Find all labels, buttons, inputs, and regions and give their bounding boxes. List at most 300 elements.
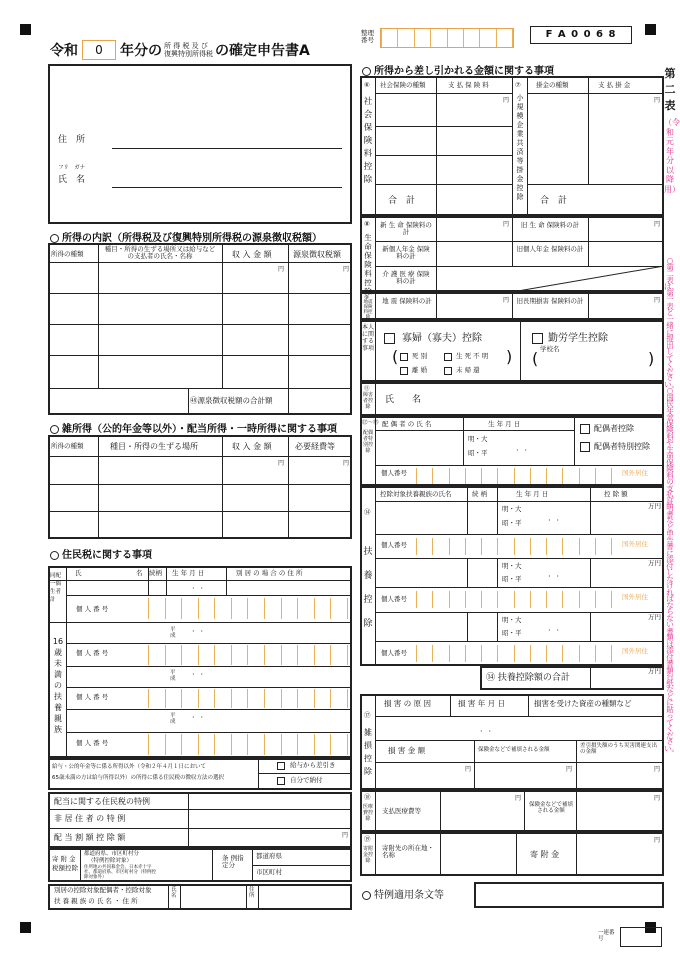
form-rule <box>482 538 498 555</box>
deductions-quake-circle: ⑨ <box>364 295 369 301</box>
form-rule <box>482 591 498 608</box>
resident-tax-heisei: 平成 <box>170 670 176 683</box>
form-rule <box>415 29 431 47</box>
form-rule <box>436 77 437 215</box>
form-rule <box>315 734 332 755</box>
deductions-zatsu-headers-0: 損 害 の 原 因 <box>384 699 432 708</box>
deductions-spouse-circle: ⑫〜⑬ <box>362 420 379 426</box>
form-rule <box>590 667 591 689</box>
form-rule <box>576 833 577 875</box>
dep3-mynumber[interactable] <box>416 645 612 662</box>
deductions-quake-item: 地 震 保険料の計 <box>382 297 432 305</box>
income-detail-yen: 円 <box>278 266 285 273</box>
registration-mark-bl <box>20 922 31 933</box>
resident-tax-heisei: 平成 <box>170 627 176 640</box>
form-rule <box>232 689 249 708</box>
form-rule: ·· <box>192 713 210 722</box>
deductions-fuyo-circle: ⑭ <box>364 508 371 516</box>
w1-checkbox[interactable] <box>400 353 408 361</box>
deductions-life-items-1: 新個人年金 保険料の計 <box>382 245 430 261</box>
form-rule <box>49 809 351 810</box>
deductions-showa: 昭・平 <box>502 519 522 527</box>
form-rule <box>362 891 371 900</box>
form-rule <box>258 773 351 774</box>
deductions-fuyo-headers-2: 生 年 月 日 <box>516 490 549 498</box>
resident-tax-headers-3: 生 年 月 日 <box>172 569 205 577</box>
resident-tax-mynumber: 個 人 番 号 <box>76 739 109 747</box>
inc-h2: 種目・所得の生ずる場所又は給与などの支払者の氏名・名称 <box>104 245 216 261</box>
deductions-zatsu-headers-2: 損害を受けた資産の種類など <box>534 699 632 708</box>
form-rule <box>288 436 289 538</box>
form-rule <box>547 538 563 555</box>
deductions-quake-label: 地震保険料控除 <box>363 300 373 320</box>
spouse-deduction-checkbox[interactable] <box>580 424 590 434</box>
address-line <box>112 148 342 149</box>
deductions-meiji: 明・大 <box>502 616 522 624</box>
form-rule <box>212 849 213 881</box>
form-rule: 円 <box>566 766 573 773</box>
form-rule <box>376 184 512 185</box>
form-rule <box>527 77 528 215</box>
form-rule <box>265 645 282 665</box>
form-rule <box>376 465 663 466</box>
title-mid: 年分の <box>120 43 162 59</box>
furigana-label: フリ ガナ <box>58 165 86 171</box>
form-rule <box>463 417 464 465</box>
form-rule <box>188 388 189 414</box>
form-rule <box>248 645 265 665</box>
form-rule <box>331 734 348 755</box>
form-rule: 円 <box>654 766 661 773</box>
form-rule <box>376 430 574 431</box>
form-rule <box>199 645 216 665</box>
deductions-meiji: 明・大 <box>468 435 488 443</box>
form-rule <box>98 244 99 388</box>
form-rule <box>182 689 199 708</box>
deductions-spouse-headers-1: 生 年 月 日 <box>488 420 521 428</box>
deductions-meiji: 明・大 <box>502 505 522 513</box>
deductions-small-biz-headers-1: 支 払 掛 金 <box>598 81 631 89</box>
form-rule <box>282 598 299 619</box>
form-rule <box>376 241 663 242</box>
form-rule <box>282 689 299 708</box>
form-rule <box>376 126 512 127</box>
deductions-w1: 死 別 <box>412 352 428 360</box>
form-rule <box>520 321 521 381</box>
deductions-zatsu-label: 雑損控除 <box>364 728 372 776</box>
side-label: 第二表 <box>664 67 676 112</box>
form-rule <box>180 885 181 909</box>
form-rule <box>49 324 351 325</box>
deductions-kifu-amount: 寄 附 金 <box>530 850 560 859</box>
form-rule <box>416 468 433 484</box>
form-rule <box>433 538 449 555</box>
form-rule <box>376 762 663 763</box>
income-detail-table <box>48 243 352 415</box>
form-rule: 円 <box>654 221 661 228</box>
deductions-showa: 昭・平 <box>468 449 488 457</box>
resident-tax-opt1: 給与から差引き <box>290 761 336 769</box>
form-rule <box>232 598 249 619</box>
form-rule <box>199 734 216 755</box>
deductions-mynumber: 個人番号 <box>381 649 407 657</box>
resident-tax-betsu2: 扶 養 親 族 の 氏 名 ・ 住 所 <box>54 897 138 905</box>
form-rule <box>182 645 199 665</box>
deductions-kifu-circle: ⑲ <box>364 835 371 843</box>
form-rule: ·· <box>516 446 534 455</box>
deductions-small-biz-label: 小規模企業共済等掛金控除 <box>516 94 524 201</box>
resident-tax-nonres: 非 居 住 者 の 特 例 <box>54 814 126 823</box>
form-rule <box>375 487 376 665</box>
deductions-title <box>362 62 554 77</box>
w2-checkbox[interactable] <box>444 353 452 361</box>
resident-tax-kid-label: 16歳未満の扶養親族 <box>52 637 64 734</box>
form-rule <box>182 598 199 619</box>
deductions-med-circle: ⑱ <box>364 793 371 801</box>
form-rule <box>590 612 591 641</box>
year-input[interactable]: 0 <box>82 40 116 60</box>
form-rule <box>248 734 265 755</box>
form-rule <box>258 759 259 789</box>
form-rule <box>232 734 249 755</box>
resident-tax-shi: 氏名 <box>171 887 177 900</box>
form-rule <box>190 397 273 405</box>
deductions-bekkyo: 国外居住 <box>622 540 648 548</box>
resident-tax-haitou: 配当に関する住民税の特例 <box>54 797 150 806</box>
deductions-life-items-2: 介 護 医 療 保険料の計 <box>382 270 430 286</box>
form-rule <box>199 598 216 619</box>
form-rule <box>563 468 579 484</box>
form-rule <box>49 456 351 457</box>
form-rule <box>497 29 513 47</box>
inc-h3: 収 入 金 額 <box>232 250 272 259</box>
title-small1: 所 得 税 及 び <box>164 42 208 50</box>
form-rule <box>258 885 259 909</box>
form-rule <box>148 598 166 619</box>
resident-tax-heisei: 平成 <box>170 713 176 726</box>
form-rule <box>497 487 498 534</box>
form-rule <box>498 645 514 662</box>
resident-tax-pref: 都道府県 <box>256 852 282 860</box>
form-rule <box>375 695 376 789</box>
deductions-zatsu-circle: ⑰ <box>364 711 371 719</box>
form-rule <box>80 849 81 881</box>
form-rule <box>50 551 59 560</box>
form-rule: 円 <box>654 795 661 802</box>
form-rule <box>215 734 232 755</box>
form-rule <box>466 591 482 608</box>
form-rule <box>215 689 232 708</box>
form-rule <box>498 591 514 608</box>
deductions-bekkyo: 国外居住 <box>622 647 648 655</box>
form-rule <box>590 558 591 587</box>
form-rule <box>531 538 547 555</box>
form-rule: 円 <box>654 97 661 104</box>
form-rule <box>482 645 498 662</box>
form-rule <box>433 645 449 662</box>
deductions-med-ins: 保険金などで補填される金額 <box>528 802 573 815</box>
form-rule <box>450 591 466 608</box>
tokurei-field[interactable] <box>474 882 664 908</box>
form-rule <box>464 29 480 47</box>
form-rule <box>450 695 451 716</box>
form-rule <box>49 293 351 294</box>
w3-checkbox[interactable] <box>400 367 408 375</box>
misc-income-headers-3: 必要経費等 <box>295 442 335 451</box>
deductions-mynumber: 個人番号 <box>381 469 407 477</box>
resident-tax-haitou-kojo: 配 当 割 額 控 除 額 <box>54 833 126 842</box>
form-rule <box>376 93 512 94</box>
form-rule <box>148 734 166 755</box>
form-rule <box>331 645 348 665</box>
student-checkbox[interactable] <box>532 333 543 344</box>
form-rule <box>49 355 351 356</box>
misc-income-title <box>50 420 337 435</box>
form-rule <box>298 598 315 619</box>
form-rule <box>512 266 664 292</box>
resident-tax-pension-text2: 65歳未満の方は給与所得以外）の所得に係る住民税の徴収方法の選択 <box>52 775 225 781</box>
kid3-mynumber[interactable] <box>148 734 348 755</box>
form-rule: 円 <box>342 832 349 839</box>
resident-tax-ju: 住所 <box>249 887 255 900</box>
deductions-meiji: 明・大 <box>502 562 522 570</box>
footer-ichiren: 一連番号 <box>598 930 615 943</box>
form-rule <box>199 689 216 708</box>
deductions-life-circle: ⑧ <box>364 220 370 228</box>
deductions-school: 学校名 <box>540 345 560 353</box>
form-rule <box>528 695 529 716</box>
form-rule <box>376 716 663 717</box>
form-rule <box>480 29 496 47</box>
resident-tax-spouse-label: 同配一偶生者計 <box>50 573 62 603</box>
deductions-bekkyo: 国外居住 <box>622 469 648 477</box>
resident-tax-headers-2: 続柄 <box>149 569 162 577</box>
deductions-fuyo-headers-1: 続 柄 <box>472 490 488 498</box>
resident-tax-betsu1: 別居の控除対象配偶者・控除対象 <box>54 886 152 894</box>
form-rule <box>288 244 289 414</box>
form-rule <box>376 155 512 156</box>
form-rule <box>49 622 351 623</box>
form-rule <box>375 383 376 415</box>
misc-income-headers-2: 収 入 金 額 <box>232 442 272 451</box>
deductions-manyen: 万円 <box>648 502 661 510</box>
widow-checkbox[interactable] <box>384 333 395 344</box>
resident-tax-title: 住民税に関する事項 <box>62 550 152 561</box>
resident-tax-mynumber: 個 人 番 号 <box>76 693 109 701</box>
form-rule <box>148 689 166 708</box>
deductions-spouse-label: 配偶者特別控除 <box>362 430 373 454</box>
tokurei-label <box>362 890 444 902</box>
form-rule <box>528 184 663 185</box>
form-rule <box>66 732 351 733</box>
form-rule <box>376 641 663 642</box>
form-rule <box>515 468 531 484</box>
kid2-mynumber[interactable] <box>148 689 348 708</box>
form-rule <box>375 217 376 291</box>
form-rule <box>596 538 612 555</box>
form-rule <box>431 29 447 47</box>
form-rule <box>375 321 376 381</box>
form-rule <box>482 468 498 484</box>
title-suffix: の確定申告書A <box>215 43 310 59</box>
form-rule <box>436 217 437 291</box>
name-line <box>112 187 342 188</box>
form-rule <box>315 598 332 619</box>
misc-income-headers-1: 種目・所得の生ずる場所 <box>110 442 198 451</box>
form-rule <box>315 689 332 708</box>
form-rule <box>376 612 663 613</box>
income-detail-total-circle: ㊽ <box>190 396 198 405</box>
form-rule: ·· <box>192 584 210 593</box>
form-rule <box>66 709 351 710</box>
form-rule <box>248 689 265 708</box>
deductions-zatsu-row2-0: 損 害 金 額 <box>388 746 426 755</box>
form-rule <box>49 511 351 512</box>
form-rule <box>433 468 449 484</box>
deductions-social-label: 社会保険料控除 <box>363 97 373 185</box>
form-rule <box>222 244 223 388</box>
form-rule <box>580 538 596 555</box>
income-detail-yen: 円 <box>343 266 350 273</box>
inc-h4: 源泉徴収税額 <box>293 250 341 259</box>
income-detail-total-label: 源泉徴収税額の合計額 <box>197 396 273 405</box>
deductions-kifu-label: 寄附金控除 <box>362 846 373 864</box>
form-rule <box>282 734 299 755</box>
form-rule <box>512 293 513 319</box>
misc-income-headers-0: 所得の種類 <box>51 442 84 450</box>
kid1-mynumber[interactable] <box>148 645 348 665</box>
deductions-manyen: 万円 <box>648 613 661 621</box>
deductions-life-items-old-1: 旧個人年金 保険料の計 <box>516 245 584 253</box>
form-rule <box>164 42 213 58</box>
seiri-label: 整理番号 <box>361 29 374 45</box>
resident-tax-opt2: 自分で納付 <box>290 776 323 784</box>
opt-self-checkbox[interactable] <box>277 777 285 785</box>
form-code: F A 0 0 6 8 <box>545 29 617 40</box>
form-rule <box>66 595 351 596</box>
form-rule <box>466 468 482 484</box>
resident-tax-pension-text1: 給与・公的年金等に係る所得以外（令和２年４月１日において <box>52 764 207 770</box>
deductions-spouse-opt1: 配偶者控除 <box>594 424 634 433</box>
w4-checkbox[interactable] <box>444 367 452 375</box>
deductions-fuyo-headers-3: 控 除 額 <box>604 490 628 498</box>
resident-tax-jorei: 条 例指定分 <box>222 854 244 870</box>
form-rule <box>516 833 517 875</box>
spouse-ded-mynumber[interactable] <box>416 468 612 484</box>
form-rule <box>381 29 398 47</box>
spouse-mynumber[interactable] <box>148 598 348 619</box>
form-rule <box>49 262 351 263</box>
form-rule <box>450 468 466 484</box>
deductions-life-items-old-0: 旧 生 命 保険料の計 <box>520 221 580 229</box>
casualty-box <box>360 694 664 790</box>
form-rule <box>315 645 332 665</box>
form-code-box <box>530 26 632 44</box>
title-small2: 復興特別所得税 <box>164 50 213 58</box>
form-rule <box>66 567 67 757</box>
deductions-med-item: 支払医療費等 <box>382 807 421 815</box>
form-rule <box>512 77 513 215</box>
form-rule <box>596 645 612 662</box>
form-rule <box>375 791 376 831</box>
form-rule <box>416 645 433 662</box>
seiri-number-field[interactable] <box>380 28 514 48</box>
registration-mark-tl <box>20 24 31 35</box>
form-rule <box>248 598 265 619</box>
form-rule <box>166 689 183 708</box>
name-label: 氏 名 <box>58 175 86 185</box>
form-rule <box>580 645 596 662</box>
opt-payroll-checkbox[interactable] <box>277 762 285 770</box>
form-rule <box>563 591 579 608</box>
address-label: 住 所 <box>58 135 86 145</box>
form-rule <box>547 468 563 484</box>
form-rule <box>166 598 183 619</box>
form-rule <box>246 885 247 909</box>
form-rule <box>215 598 232 619</box>
dep1-mynumber[interactable] <box>416 538 612 555</box>
form-rule: 円 <box>503 97 510 104</box>
deductions-zatsu-row2-1: 保険金などで補填される金額 <box>478 747 550 753</box>
deductions-fuyo-headers-0: 控除対象扶養親族の氏名 <box>380 490 452 498</box>
deductions-social-headers-1: 支 払 保 険 料 <box>448 81 489 89</box>
form-rule <box>375 417 376 485</box>
form-rule: ·· <box>480 727 498 736</box>
form-rule: ·· <box>192 627 210 636</box>
side-note: ○第二表は、第一表と一緒に提出してください。○国民年金保険料や生命保険料の支払証明書など申告書に添付しなければならない書類は添付書類台紙などに貼ってください。 <box>664 256 679 753</box>
form-rule <box>524 791 525 831</box>
form-rule <box>331 598 348 619</box>
deductions-small-biz-circle: ⑦ <box>515 81 521 89</box>
form-rule <box>66 643 351 644</box>
deductions-bekkyo: 国外居住 <box>622 593 648 601</box>
spouse-special-checkbox[interactable] <box>580 442 590 452</box>
deductions-honnin-label: 本人に関する事項 <box>362 324 375 352</box>
form-rule <box>215 645 232 665</box>
deductions-life-items-0: 新 生 命 保険料の計 <box>380 221 432 237</box>
deductions-spouse-opt2: 配偶者特別控除 <box>594 442 650 451</box>
form-rule <box>331 689 348 708</box>
deductions-zatsu-headers-1: 損 害 年 月 日 <box>458 699 506 708</box>
form-rule <box>375 77 376 215</box>
ichiren-field[interactable] <box>620 927 662 947</box>
form-rule <box>436 293 437 319</box>
form-rule: ·· <box>548 516 566 525</box>
form-rule <box>188 793 189 847</box>
form-rule <box>474 740 475 789</box>
form-rule <box>467 487 468 534</box>
deductions-total: 合 計 <box>540 196 568 206</box>
form-rule <box>98 436 99 538</box>
resident-tax-city: 市区町村 <box>256 868 282 876</box>
title-prefix: 令和 <box>50 43 78 59</box>
form-rule <box>166 567 167 595</box>
deductions-w2: 生 死 不 明 <box>456 352 489 360</box>
form-rule <box>49 580 351 581</box>
form-rule <box>49 484 351 485</box>
resident-tax-headers-4: 別 居 の 場 合 の 住 所 <box>236 569 303 577</box>
form-rule <box>168 885 169 909</box>
form-rule <box>226 567 227 595</box>
form-rule: 円 <box>654 837 661 844</box>
form-rule <box>376 740 663 741</box>
form-rule <box>590 487 591 534</box>
form-rule <box>50 234 59 243</box>
dep2-mynumber[interactable] <box>416 591 612 608</box>
form-rule <box>375 833 376 875</box>
deductions-zatsu-row2-2: 差引損失額のうち災害関連支出の金額 <box>580 743 658 756</box>
form-rule <box>298 689 315 708</box>
